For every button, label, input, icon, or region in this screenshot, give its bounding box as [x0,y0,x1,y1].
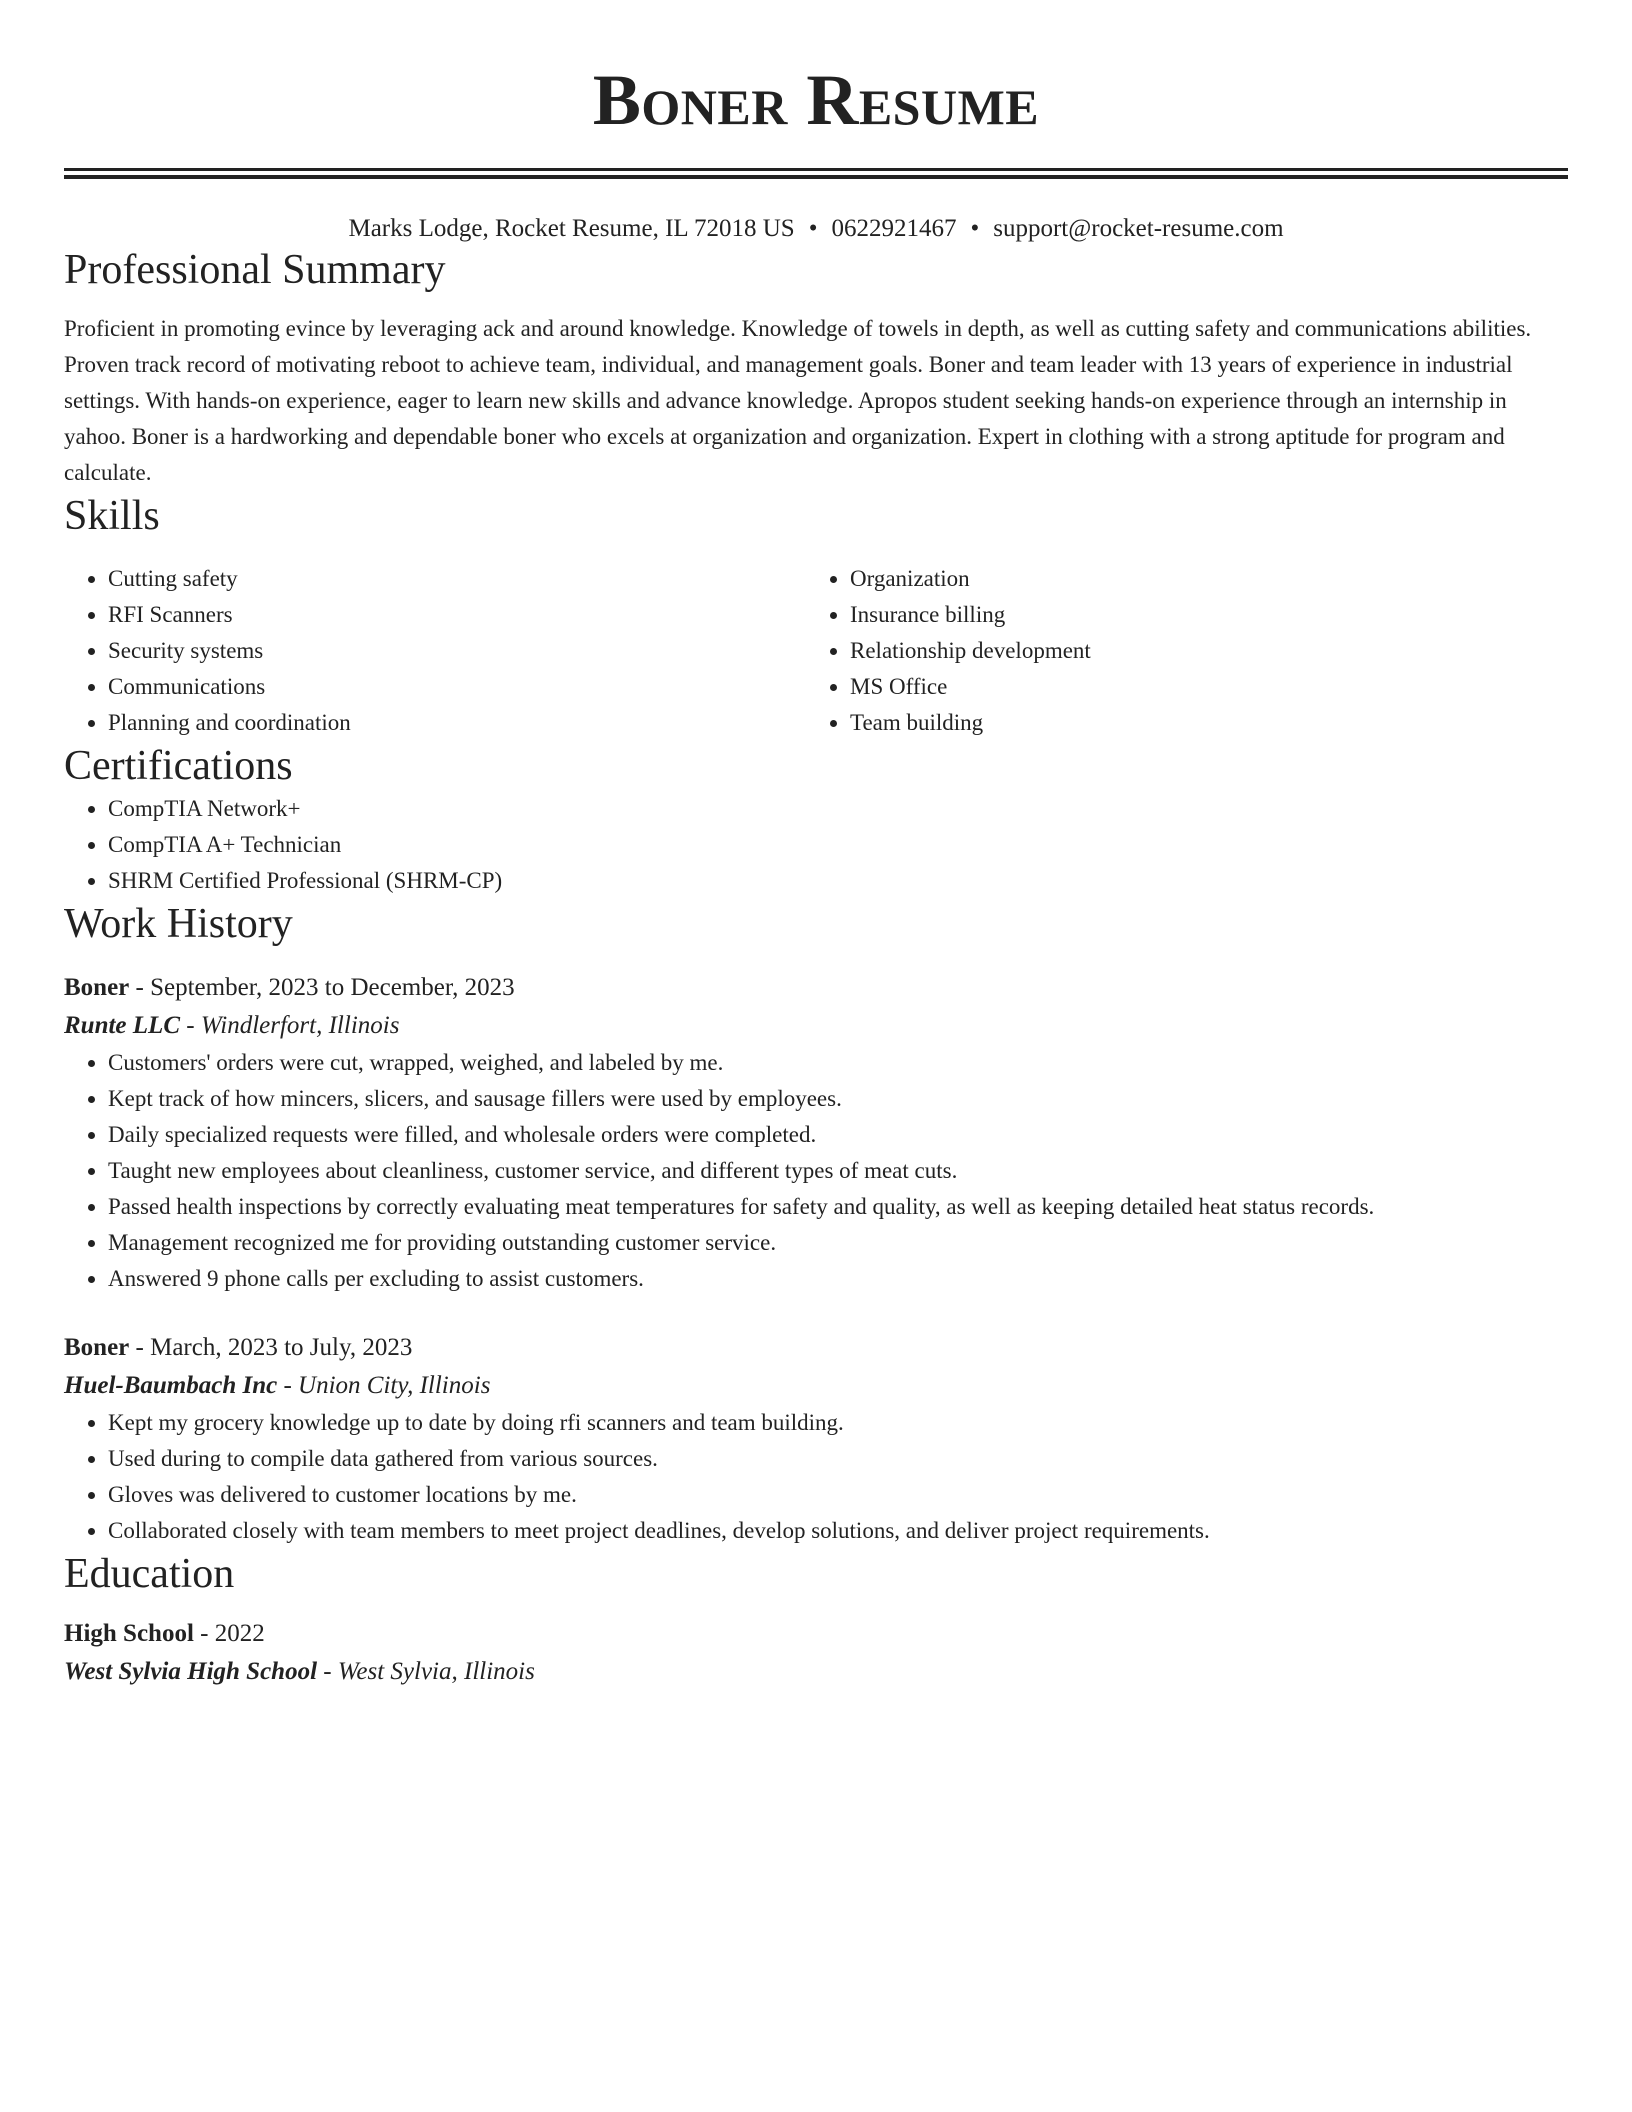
contact-separator: • [808,215,818,242]
job-location: - Windlerfort, Illinois [180,1012,400,1039]
job-title-line [64,969,1568,1007]
skill-item: • Security systems [108,633,806,669]
education-heading: Education [64,1551,235,1597]
skill-item: • RFI Scanners [108,597,806,633]
summary-heading: Professional Summary [64,247,446,293]
certifications-heading: Certifications [64,743,293,789]
education-school: West Sylvia High School [64,1658,318,1685]
job-role: Boner [64,974,130,1001]
certification-item: • SHRM Certified Professional (SHRM-CP) [108,863,1568,899]
resume-page [64,0,1568,1691]
education-school-line [64,1653,1568,1691]
work-history-heading: Work History [64,901,293,947]
education-entry [64,1615,1568,1691]
job-dates: - September, 2023 to December, 2023 [129,974,515,1001]
skill-item: • Team building [850,705,1548,741]
skill-item: • Communications [108,669,806,705]
job-duties-list [64,1045,1568,1297]
skill-item: • Planning and coordination [108,705,806,741]
skill-item: • Cutting safety [108,561,806,597]
education-degree: High School [64,1620,194,1647]
job-employer: Runte LLC [64,1012,180,1039]
job-role: Boner [64,1334,130,1361]
job-duty: • Collaborated closely with team members to meet project deadlines, develop solutions, and deliver project requirements. [108,1513,1568,1549]
education-year: - 2022 [193,1620,265,1647]
job-duty: • Daily specialized requests were filled, and wholesale orders were completed. [108,1117,1568,1153]
job-duties-list [64,1405,1568,1549]
job-duty: • Used during to compile data gathered from various sources. [108,1441,1568,1477]
job-duty: • Gloves was delivered to customer locations by me. [108,1477,1568,1513]
contact-address: Marks Lodge, Rocket Resume, IL 72018 US [348,215,795,242]
job-entry [64,969,1568,1297]
skills-list [64,561,1568,741]
job-employer-line [64,1007,1568,1045]
skill-item: • Insurance billing [850,597,1548,633]
contact-separator: • [970,215,980,242]
certifications-list [64,791,1568,899]
skill-item: • Organization [850,561,1548,597]
resume-name: Boner Resume [592,60,1040,140]
skill-item: • MS Office [850,669,1548,705]
job-duty: • Kept my grocery knowledge up to date by doing rfi scanners and team building. [108,1405,1568,1441]
job-duty: • Passed health inspections by correctly evaluating meat temperatures for safety and quality, as well as keeping detailed heat status records. [108,1189,1568,1225]
skills-heading: Skills [64,493,160,539]
education-location: - West Sylvia, Illinois [317,1658,535,1685]
skills-column-left [64,561,806,741]
skills-column-right [806,561,1548,741]
contact-phone: 0622921467 [831,215,957,242]
job-duty: • Management recognized me for providing outstanding customer service. [108,1225,1568,1261]
job-duty: • Taught new employees about cleanliness, customer service, and different types of meat cuts. [108,1153,1568,1189]
job-entry [64,1329,1568,1549]
summary-text: Proficient in promoting evince by leveraging ack and around knowledge. Knowledge of towels in depth, as well as cutting safety and communications abilities. Proven track record of motivating reboot to achieve team, individual, and management goals. Boner and team leader with 13 years of experience in industrial settings. With hands-on experience, eager to learn new skills and advance knowledge. Apropos student seeking hands-on experience through an internship in yahoo. Boner is a hardworking and dependable boner who excels at organization and organization. Expert in clothing with a strong aptitude for program and calculate. [64,316,1532,485]
job-duty: • Kept track of how mincers, slicers, and sausage fillers were used by employees. [108,1081,1568,1117]
header-divider [64,168,1568,179]
contact-line [64,213,1568,245]
contact-email: support@rocket-resume.com [993,215,1284,242]
job-employer: Huel-Baumbach Inc [64,1372,278,1399]
certification-item: • CompTIA A+ Technician [108,827,1568,863]
job-duty: • Customers' orders were cut, wrapped, weighed, and labeled by me. [108,1045,1568,1081]
job-duty: • Answered 9 phone calls per excluding to assist customers. [108,1261,1568,1297]
job-title-line [64,1329,1568,1367]
certification-item: • CompTIA Network+ [108,791,1568,827]
job-dates: - March, 2023 to July, 2023 [129,1334,413,1361]
job-employer-line [64,1367,1568,1405]
job-location: - Union City, Illinois [277,1372,491,1399]
skill-item: • Relationship development [850,633,1548,669]
education-degree-line [64,1615,1568,1653]
